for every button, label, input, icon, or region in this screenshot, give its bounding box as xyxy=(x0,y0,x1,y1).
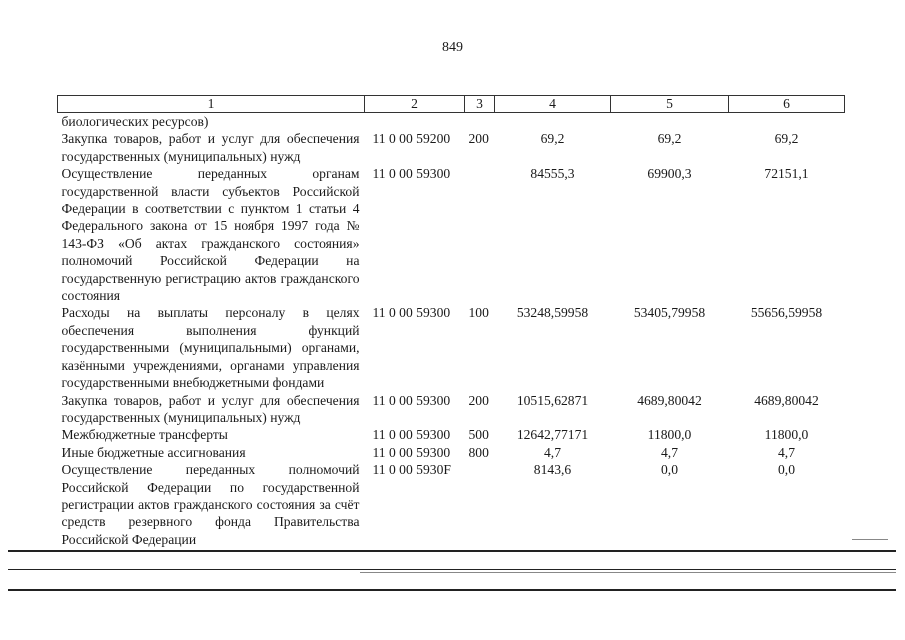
row-value-2: 0,0 xyxy=(661,462,678,478)
rule-line xyxy=(360,572,896,573)
row-code: 11 0 00 59300 xyxy=(372,166,451,182)
row-value-3: 69,2 xyxy=(774,131,799,147)
row-value-2: 4,7 xyxy=(661,444,678,460)
row-code: 11 0 00 59200 xyxy=(372,131,451,147)
row-value-3: 72151,1 xyxy=(764,166,809,182)
row-value-1: 84555,3 xyxy=(530,166,575,182)
row-value-1: 12642,77171 xyxy=(516,427,589,443)
row-expense-type: 200 xyxy=(468,392,489,408)
header-col-4: 4 xyxy=(495,96,611,113)
row-expense-type xyxy=(465,461,495,548)
row-code: 11 0 00 59300 xyxy=(372,444,451,460)
row-expense-type: 500 xyxy=(468,427,489,443)
row-code: 11 0 00 59300 xyxy=(372,305,451,321)
row-name: Осуществление переданных органам государственной власти субъектов Российской Федерации в соответствии с пунктом 1 статьи 4 Федерального закона от 15 ноября 1997 года № 143-ФЗ «Об актах гражданского состояния» полномочий Российской Федерации на государственную регистрацию актов гражданского состояния xyxy=(61,166,360,304)
row-name: биологических ресурсов) xyxy=(61,114,209,129)
row-expense-type: 100 xyxy=(468,305,489,321)
row-name: Закупка товаров, работ и услуг для обеспечения государственных (муниципальных) нужд xyxy=(61,131,360,164)
rule-line xyxy=(8,550,896,552)
page-number: 849 xyxy=(442,40,463,55)
row-code xyxy=(365,113,465,131)
row-expense-type xyxy=(465,165,495,304)
header-col-6: 6 xyxy=(729,96,845,113)
row-code: 11 0 00 59300 xyxy=(372,427,451,443)
row-value-1: 53248,59958 xyxy=(516,305,589,321)
table-row xyxy=(58,392,845,427)
row-value-3: 4689,80042 xyxy=(754,392,819,408)
row-name: Осуществление переданных полномочий Российской Федерации по государственной регистрации актов гражданского состояния за счёт средств резервного фонда Правительства Российской Федерации xyxy=(61,462,360,547)
row-value-1: 8143,6 xyxy=(533,462,572,478)
header-col-5: 5 xyxy=(611,96,729,113)
row-expense-type: 800 xyxy=(468,444,489,460)
row-value-3: 4,7 xyxy=(778,444,795,460)
table-row xyxy=(58,444,845,461)
header-col-3: 3 xyxy=(465,96,495,113)
header-col-2: 2 xyxy=(365,96,465,113)
row-value-2: 4689,80042 xyxy=(637,392,702,408)
row-value-3: 55656,59958 xyxy=(750,305,823,321)
row-name: Закупка товаров, работ и услуг для обеспечения государственных (муниципальных) нужд xyxy=(61,392,360,425)
header-col-1: 1 xyxy=(58,96,365,113)
table-row xyxy=(58,165,845,304)
scan-lines xyxy=(0,550,905,600)
row-value-3: 0,0 xyxy=(778,462,795,478)
table-row xyxy=(58,426,845,443)
row-value-2: 11800,0 xyxy=(647,427,692,443)
row-value-1: 4,7 xyxy=(544,444,561,460)
row-value-2: 69,2 xyxy=(657,131,682,147)
row-value-2: 53405,79958 xyxy=(633,305,706,321)
row-value-3 xyxy=(729,113,845,131)
row-code: 11 0 00 59300 xyxy=(372,392,451,408)
row-value-2: 69900,3 xyxy=(647,166,692,182)
row-name: Межбюджетные трансферты xyxy=(61,427,228,443)
row-name: Иные бюджетные ассигнования xyxy=(61,444,246,460)
row-value-1 xyxy=(495,113,611,131)
table-row xyxy=(58,461,845,548)
row-expense-type xyxy=(465,113,495,131)
table-row xyxy=(58,113,845,131)
rule-line xyxy=(8,589,896,591)
table-row xyxy=(58,304,845,391)
row-value-2 xyxy=(611,113,729,131)
row-name: Расходы на выплаты персоналу в целях обеспечения выполнения функций государственными (муниципальными) органами, казёнными учреждениями, органами управления государственными внебюджетными фондами xyxy=(61,305,360,391)
table-body xyxy=(58,113,845,549)
header-row xyxy=(58,96,845,113)
rule-line xyxy=(8,569,896,570)
row-value-1: 69,2 xyxy=(540,131,565,147)
budget-table xyxy=(57,95,845,548)
table-header xyxy=(58,96,845,113)
row-value-1: 10515,62871 xyxy=(516,392,589,408)
row-code: 11 0 00 5930F xyxy=(372,462,451,478)
rule-line xyxy=(852,539,888,540)
table-row xyxy=(58,130,845,165)
row-expense-type: 200 xyxy=(468,131,489,147)
row-value-3: 11800,0 xyxy=(764,427,809,443)
